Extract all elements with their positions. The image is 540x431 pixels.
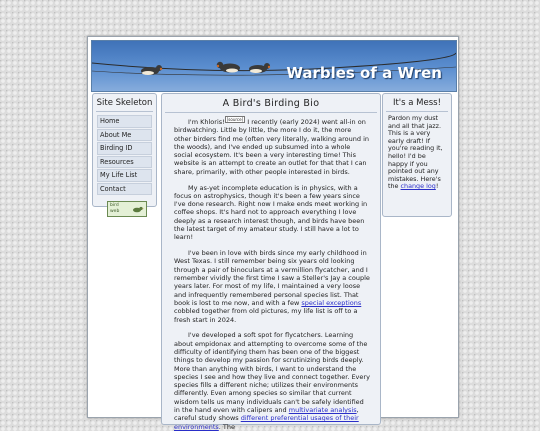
notice-text: Pardon my dust and all that jazz. This is a very early draft! If you're reading it, hello! I'd be happy if you pointed out any mistakes. Here's the	[388, 114, 443, 191]
site-skeleton-panel	[92, 93, 157, 214]
special-exceptions-link[interactable]: special exceptions	[301, 298, 362, 307]
nav-item-about-me[interactable]: About Me	[97, 129, 152, 142]
multivariate-analysis-link[interactable]: multivariate analysis	[288, 406, 357, 414]
bio-title: A Bird's Birding Bio	[165, 94, 377, 113]
bio-body	[162, 113, 380, 431]
page-frame	[87, 36, 459, 431]
bio-paragraph-3	[174, 249, 370, 324]
intro-text: I'm Khloris!	[188, 118, 225, 126]
intro-text-rest: I recently (early 2024) went all-in on birdwatching. Little by little, the more I do it, the more other birders find me (often very literally, walking around in the woods), and I've ended up subsumed into a whole social ecosystem. It's been a very interesting time! This website is an attempt to create an outlet for that that I can share, primarily, with other people interested in birds.	[174, 118, 370, 176]
bio-paragraph-4	[174, 331, 370, 431]
nav-item-home[interactable]: Home	[97, 115, 152, 128]
para4-text-mid: , careful study shows	[174, 406, 359, 423]
para4-text-end: . The	[218, 422, 236, 431]
para3-text: I've been in love with birds since my early childhood in West Texas. I still remember being six years old looking through a pair of binoculars at a vermillion flycatcher, and I remember vividly the first time I saw a Steller's Jay a couple years later. For most of my life, I maintained a very loose and infrequently remembered personal species list. That book is lost to me now, and with a few	[174, 249, 370, 307]
nav-item-my-life-list[interactable]: My Life List	[97, 169, 152, 182]
badge-line-1: bird	[110, 203, 119, 208]
source-link[interactable]: [source]	[226, 117, 244, 122]
nav-item-birding-id[interactable]: Birding ID	[97, 142, 152, 155]
nav-item-resources[interactable]: Resources	[97, 156, 152, 169]
preferential-usages-link[interactable]: different preferential usages of their environments	[174, 414, 359, 431]
header-banner	[91, 40, 457, 92]
notice-panel	[382, 93, 452, 217]
change-log-link[interactable]: change log	[400, 182, 436, 191]
bio-paragraph-2: My as-yet incomplete education is in physics, with a focus on astrophysics, though it's been a few years since I've done research. Right now I make ends meet working in coffee shops. It's hard not to approach everything I love deeply as a research interest though, and birds have been the latest target of my amateur study. I still have a lot to learn!	[174, 183, 368, 242]
sidebar-title: Site Skeleton	[96, 94, 153, 112]
webring-badge[interactable]	[107, 201, 147, 217]
bio-panel	[161, 93, 381, 431]
site-title: Warbles of a Wren	[286, 64, 442, 82]
notice-title: It's a Mess!	[386, 94, 448, 112]
notice-text-end: !	[435, 182, 439, 191]
site-nav	[97, 115, 152, 195]
para4-text: I've developed a soft spot for flycatchers. Learning about empidonax and attempting to overcome some of the difficulty of identifying them has been one of the biggest things to develop my passion for scrutinizing birds deeply. More than anything with birds, I want to understand the species I see and how they live and connect together. Every species fills a different niche; utilizes their environments differently. Even among species so similar that current wisdom tells us many individuals can't be safely identified in the hand even with calipers and	[174, 331, 370, 414]
notice-body	[383, 112, 451, 191]
badge-line-2: web	[110, 209, 120, 214]
bird-icon	[132, 205, 144, 213]
nav-item-contact[interactable]: Contact	[97, 183, 152, 196]
para3-text-rest: cobbled together from old pictures, my life list is off to a fresh start in 2024.	[174, 307, 358, 324]
bio-paragraph-1	[174, 116, 370, 176]
